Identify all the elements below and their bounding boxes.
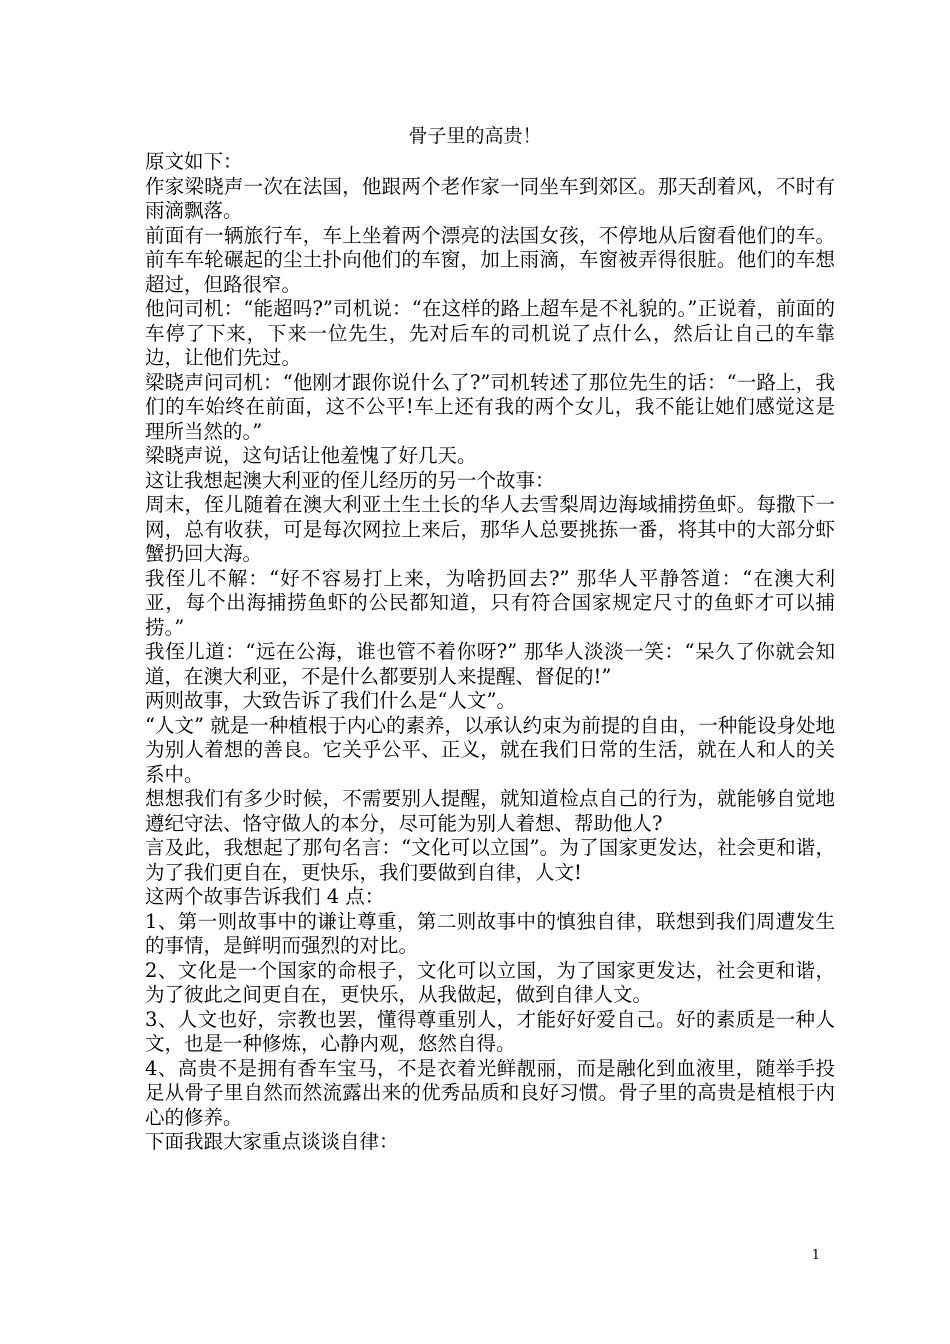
paragraph: 两则故事，大致告诉了我们什么是“人文”。 <box>145 689 516 712</box>
paragraph: 1、第一则故事中的谦让尊重，第二则故事中的慎独自律，联想到我们周遭发生的事情，是鲜明而强烈的对比。 <box>145 909 835 957</box>
paragraph: 我侄儿道：“远在公海，谁也管不着你呀?” 那华人淡淡一笑：“呆久了你就会知道，在澳大利亚，不是什么都要别人来提醒、督促的!” <box>145 640 835 688</box>
paragraph: 梁晓声问司机：“他刚才跟你说什么了?”司机转述了那位先生的话：“一路上，我们的车始终在前面，这不公平!车上还有我的两个女儿，我不能让她们感觉这是理所当然的。” <box>145 370 835 443</box>
paragraph: 想想我们有多少时候，不需要别人提醒，就知道检点自己的行为，就能够自觉地遵纪守法、恪守做人的本分，尽可能为别人着想、帮助他人? <box>145 787 835 835</box>
paragraph: 作家梁晓声一次在法国，他跟两个老作家一同坐车到郊区。那天刮着风，不时有雨滴飘落。 <box>145 174 835 222</box>
document-title: 骨子里的高贵！ <box>408 125 542 147</box>
paragraph: 前面有一辆旅行车，车上坐着两个漂亮的法国女孩，不停地从后窗看他们的车。前车车轮碾起的尘土扑向他们的车窗，加上雨滴，车窗被弄得很脏。他们的车想超过，但路很窄。 <box>145 223 835 296</box>
paragraph: 我侄儿不解：“好不容易打上来，为啥扔回去?” 那华人平静答道：“在澳大利亚，每个出海捕捞鱼虾的公民都知道，只有符合国家规定尺寸的鱼虾才可以捕捞。” <box>145 566 835 639</box>
paragraph: 言及此，我想起了那句名言：“文化可以立国”。为了国家更发达，社会更和谐，为了我们更自在，更快乐，我们要做到自律，人文! <box>145 836 835 884</box>
paragraph: 原文如下： <box>145 150 243 173</box>
paragraph: 这让我想起澳大利亚的侄儿经历的另一个故事： <box>145 468 555 492</box>
paragraph: 周末，侄儿随着在澳大利亚土生土长的华人去雪梨周边海域捕捞鱼虾。每撒下一网，总有收获，可是每次网拉上来后，那华人总要挑拣一番，将其中的大部分虾蟹扔回大海。 <box>145 493 835 565</box>
paragraph: 他问司机：“能超吗?”司机说：“在这样的路上超车是不礼貌的。”正说着，前面的车停了下来，下来一位先生，先对后车的司机说了点什么，然后让自己的车靠边，让他们先过。 <box>145 297 835 369</box>
paragraph: 这两个故事告诉我们 4 点： <box>145 885 385 908</box>
document-body <box>145 150 835 1155</box>
paragraph: 下面我跟大家重点谈谈自律： <box>145 1130 399 1153</box>
paragraph: 3、人文也好，宗教也罢，懂得尊重别人，才能好好爱自己。好的素质是一种人文，也是一种修炼，心静内观，悠然自得。 <box>145 1007 835 1055</box>
paragraph: 梁晓声说，这句话让他羞愧了好几天。 <box>145 444 477 467</box>
paragraph: “人文” 就是一种植根于内心的素养，以承认约束为前提的自由，一种能设身处地为别人着想的善良。它关乎公平、正义，就在我们日常的生活，就在人和人的关系中。 <box>145 713 835 786</box>
paragraph: 2、文化是一个国家的命根子，文化可以立国，为了国家更发达，社会更和谐，为了彼此之间更自在，更快乐，从我做起，做到自律人文。 <box>145 958 835 1006</box>
page-number: 1 <box>811 1248 820 1263</box>
paragraph: 4、高贵不是拥有香车宝马，不是衣着光鲜靓丽，而是融化到血液里，随举手投足从骨子里自然而然流露出来的优秀品质和良好习惯。骨子里的高贵是植根于内心的修养。 <box>145 1056 835 1129</box>
